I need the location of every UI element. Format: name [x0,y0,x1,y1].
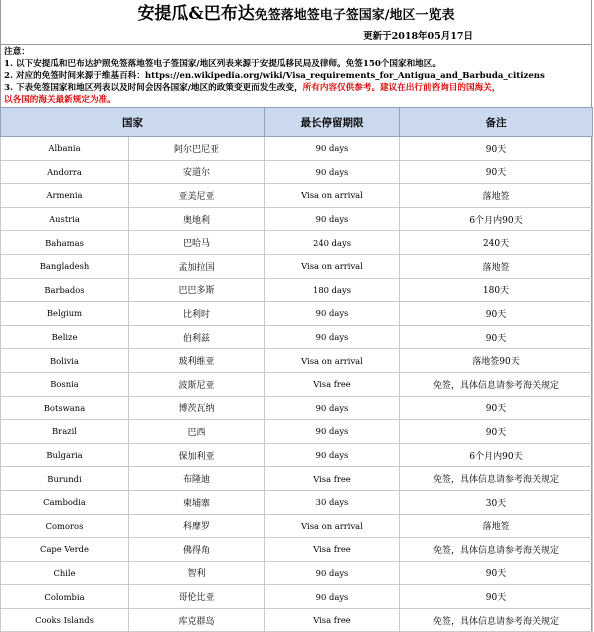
remark-cell: 90天 [400,325,593,349]
country-en-cell: Cooks Islands [1,608,129,632]
stay-cell: 90 days [265,561,400,585]
country-en-cell: Bahamas [1,231,129,255]
stay-cell: 90 days [265,585,400,609]
country-en-cell: Austria [1,207,129,231]
table-row [1,278,593,302]
remark-cell: 免签，具体信息请参考海关规定 [400,467,593,491]
stay-cell: 90 days [265,302,400,326]
stay-cell: 30 days [265,490,400,514]
remark-cell: 90天 [400,160,593,184]
table-row [1,608,593,632]
country-en-cell: Albania [1,137,129,161]
table-row [1,160,593,184]
remark-cell: 落地签 [400,514,593,538]
table-header-row [1,108,593,137]
remark-cell: 6个月内90天 [400,443,593,467]
stay-cell: 180 days [265,278,400,302]
header-remarks: 备注 [400,108,593,137]
note-line-3 [4,82,588,94]
country-cn-cell: 安道尔 [129,160,265,184]
stay-cell: Visa on arrival [265,184,400,208]
stay-cell: 90 days [265,137,400,161]
country-en-cell: Bosnia [1,372,129,396]
table-row [1,302,593,326]
remark-cell: 90天 [400,561,593,585]
remark-cell: 落地签 [400,184,593,208]
table-row [1,420,593,444]
country-cn-cell: 巴西 [129,420,265,444]
country-cn-cell: 库克群岛 [129,608,265,632]
country-cn-cell: 巴巴多斯 [129,278,265,302]
notes-heading: 注意： [4,47,30,57]
country-cn-cell: 亚美尼亚 [129,184,265,208]
table-row [1,561,593,585]
header-country: 国家 [1,108,265,137]
country-en-cell: Andorra [1,160,129,184]
remark-cell: 240天 [400,231,593,255]
country-en-cell: Belgium [1,302,129,326]
stay-cell: 90 days [265,443,400,467]
note-line-3b: 所有内容仅供参考。建议在出行前咨询目的国海关， [302,83,501,93]
stay-cell: Visa free [265,538,400,562]
country-en-cell: Comoros [1,514,129,538]
remark-cell: 免签，具体信息请参考海关规定 [400,372,593,396]
table-row [1,184,593,208]
note-line-3a: 3. 下表免签国家和地区列表以及时间会因各国家/地区的政策变更而发生改变， [4,83,303,93]
country-cn-cell: 玻利维亚 [129,349,265,373]
country-en-cell: Belize [1,325,129,349]
country-cn-cell: 孟加拉国 [129,254,265,278]
country-cn-cell: 哥伦比亚 [129,585,265,609]
table-row [1,490,593,514]
note-line-1: 1. 以下安提瓜和巴布达护照免签落地签电子签国家/地区列表来源于安提瓜移民局及律师。免签150个国家和地区。 [4,59,441,69]
country-cn-cell: 保加利亚 [129,443,265,467]
stay-cell: 90 days [265,160,400,184]
stay-cell: 90 days [265,396,400,420]
note-line-4: 以各国的海关最新规定为准。 [4,95,116,105]
country-en-cell: Chile [1,561,129,585]
country-en-cell: Brazil [1,420,129,444]
table-row [1,396,593,420]
stay-cell: 90 days [265,207,400,231]
stay-cell: Visa on arrival [265,254,400,278]
country-cn-cell: 阿尔巴尼亚 [129,137,265,161]
remark-cell: 180天 [400,278,593,302]
country-cn-cell: 佛得角 [129,538,265,562]
remark-cell: 落地签90天 [400,349,593,373]
country-cn-cell: 奥地利 [129,207,265,231]
header-stay: 最长停留期限 [265,108,400,137]
page-title [1,0,591,29]
country-en-cell: Barbados [1,278,129,302]
country-table [0,107,593,632]
stay-cell: 90 days [265,420,400,444]
country-en-cell: Burundi [1,467,129,491]
country-en-cell: Bolivia [1,349,129,373]
country-en-cell: Bulgaria [1,443,129,467]
country-cn-cell: 智利 [129,561,265,585]
country-cn-cell: 波斯尼亚 [129,372,265,396]
country-cn-cell: 布隆迪 [129,467,265,491]
update-date: 更新于2018年05月17日 [363,31,473,42]
table-row [1,514,593,538]
table-row [1,231,593,255]
country-en-cell: Cape Verde [1,538,129,562]
stay-cell: Visa on arrival [265,514,400,538]
remark-cell: 90天 [400,302,593,326]
remark-cell: 6个月内90天 [400,207,593,231]
table-row [1,372,593,396]
stay-cell: Visa free [265,467,400,491]
notes-block [1,44,591,107]
table-row [1,467,593,491]
stay-cell: 90 days [265,325,400,349]
stay-cell: Visa free [265,608,400,632]
remark-cell: 90天 [400,396,593,420]
remark-cell: 90天 [400,137,593,161]
country-en-cell: Cambodia [1,490,129,514]
country-en-cell: Colombia [1,585,129,609]
country-cn-cell: 科摩罗 [129,514,265,538]
title-main: 安提瓜&巴布达 [137,4,255,24]
country-cn-cell: 柬埔寨 [129,490,265,514]
table-row [1,207,593,231]
table-row [1,325,593,349]
title-sub: 免签落地签电子签国家/地区一览表 [254,8,455,23]
stay-cell: Visa free [265,372,400,396]
country-cn-cell: 巴哈马 [129,231,265,255]
table-row [1,254,593,278]
stay-cell: 240 days [265,231,400,255]
table-row [1,585,593,609]
country-en-cell: Armenia [1,184,129,208]
country-cn-cell: 比利时 [129,302,265,326]
table-row [1,349,593,373]
remark-cell: 免签，具体信息请参考海关规定 [400,538,593,562]
remark-cell: 落地签 [400,254,593,278]
remark-cell: 90天 [400,420,593,444]
table-row [1,137,593,161]
country-en-cell: Botswana [1,396,129,420]
note-line-2: 2. 对应的免签时间来源于维基百科：https://en.wikipedia.org/wiki/Visa_requirements_for_Antigua_and_Barbuda_citizens [4,71,545,81]
country-cn-cell: 博茨瓦纳 [129,396,265,420]
country-en-cell: Bangladesh [1,254,129,278]
remark-cell: 30天 [400,490,593,514]
country-cn-cell: 伯利兹 [129,325,265,349]
remark-cell: 免签，具体信息请参考海关规定 [400,608,593,632]
table-body [1,137,593,632]
stay-cell: Visa on arrival [265,349,400,373]
remark-cell: 90天 [400,585,593,609]
table-row [1,443,593,467]
table-row [1,538,593,562]
